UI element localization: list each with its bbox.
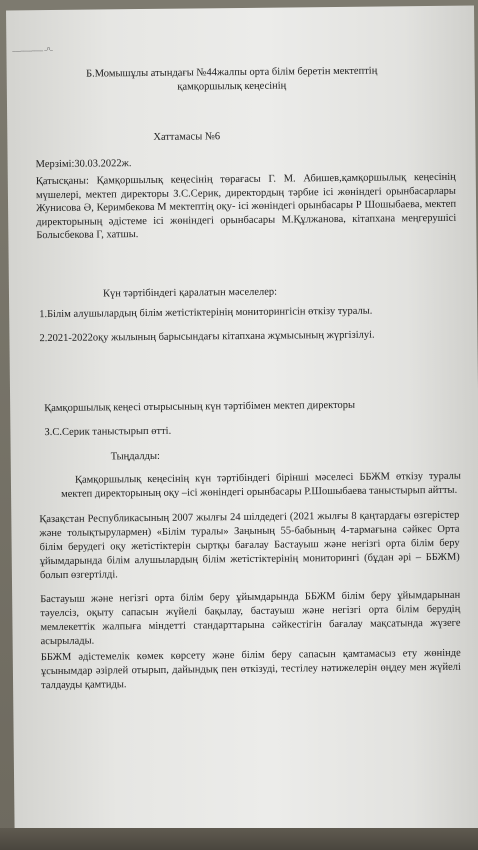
intro-line: Қамқоршылық кеңесі отырысының күн тәртібімен мектеп директоры <box>44 399 356 415</box>
listened-heading: Тыңдалды: <box>110 450 160 463</box>
agenda-item: 1.Білім алушылардың білім жетістіктерінің мониторингісін өткізу туралы. <box>39 305 373 321</box>
intro-line: З.С.Серик таныстырып өтті. <box>44 425 172 439</box>
table-edge <box>0 828 478 850</box>
body-paragraph: Қамқоршылық кеңесінің күн тәртібіндегі бірінші мәселесі ББЖМ өткізу туралы мектеп директорының оқу –ісі жөніндегі орынбасары Р.Шошыбаева таныстырып айтты. <box>61 470 461 500</box>
body-paragraph: ББЖМ әдістемелік көмек көрсету және білім беру сапасын қамтамасыз ету жөнінде ұсынымдар әзірлей отырып, дайындық пен өткізуді, тестілеу нәтижелерін өңдеу мен жүйелі талдауды қамтиды. <box>40 647 461 692</box>
agenda-heading: Күн тәртібіндегі қаралатын мәселелер: <box>102 286 278 300</box>
body-paragraph: Бастауыш және негізгі орта білім беру ұйымдарында ББЖМ білім беру ұйымдарынан тәуелсіз, оқыту сапасын жүйелі бақылау, бастауыш және негізгі орта білім берудің мемлекеттік жалпыға міндетті стандарттарына сәйкестігін бағалау мақсатында жүзеге асырылады. <box>40 589 461 648</box>
document-sheet <box>6 6 478 841</box>
agenda-item: 2.2021-2022оқу жылының барысындағы кітапхана жұмысының жүргізілуі. <box>39 329 375 345</box>
attendees-paragraph: Қатысқаны: Қамқоршылық кеңесінің төрағасы Г. М. Абишев,қамқоршылық кеңесінің мүшелері, мектеп директоры З.С.Серик, директордың тәрбие ісі жөніндегі орынбасарлары Жунисова Ә, Керимбекова М мектептің оқу- ісі жөніндегі орынбасары Р Шошыбаева, мектеп директорының әдістеме ісі жөніндегі орынбасары М.Құлжанова, кітапхана меңгерушісі Болысбекова Г, хатшы. <box>35 171 457 242</box>
corner-mark: ___________ _n_ <box>12 45 53 53</box>
protocol-number: Хаттамасы №6 <box>153 131 221 143</box>
document-title: Б.Момышұлы атындағы №44жалпы орта білім беретін мектептің қамқоршылық кеңесінің <box>85 65 378 93</box>
meeting-date: Мерзімі:30.03.2022ж. <box>35 158 132 171</box>
body-paragraph: Қазақстан Республикасының 2007 жылғы 24 шілдедегі (2021 жылғы 8 қаңтардағы өзгерістер және толықтырулармен) «Білім туралы» Заңының 55-бабының 4-тармағына сәйкес Орта білім берудегі оқу жетістіктерін сыртқы бағалау Бастауыш және негізгі орта білім беру ұйымдарында білім алушылардың білім жетістіктерінің мониторингі (бұдан әрі – ББЖМ) болып өзгертілді. <box>39 509 460 582</box>
